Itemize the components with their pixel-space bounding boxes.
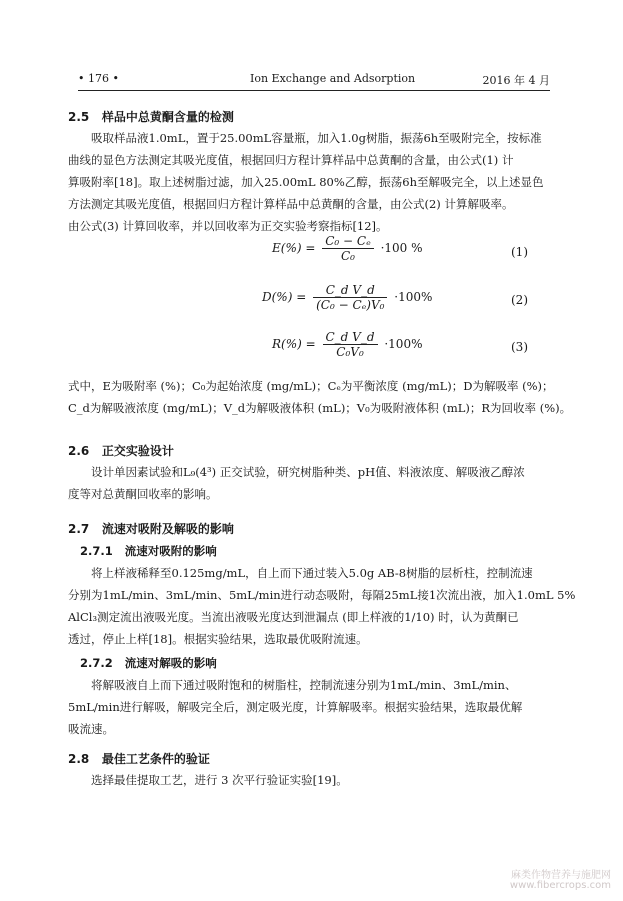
equation-number-1: (1) [511,245,528,259]
watermark-url: www.fibercrops.com [509,880,611,891]
subsection-heading-2-7-1: 2.7.1 流速对吸附的影响 [80,544,217,558]
paragraph-line: 分别为1mL/min、3mL/min、5mL/min进行动态吸附，每隔25mL接1次流出液，加入1.0mL 5% [68,588,576,602]
paragraph-line: 度等对总黄酮回收率的影响。 [68,487,218,501]
paragraph-line: 将上样液稀释至0.125mg/mL，自上而下通过装入5.0g AB-8树脂的层析柱，控制流速 [91,566,533,580]
section-heading-2-8: 2.8 最佳工艺条件的验证 [68,752,210,766]
section-heading-2-6: 2.6 正交实验设计 [68,444,174,458]
subsection-heading-2-7-2: 2.7.2 流速对解吸的影响 [80,656,217,670]
paragraph-line: 曲线的显色方法测定其吸光度值，根据回归方程计算样品中总黄酮的含量，由公式(1) 计 [68,153,514,167]
paragraph-line: 选择最佳提取工艺，进行 3 次平行验证实验[19]。 [91,773,348,787]
watermark-title: 麻类作物营养与施肥网 [511,870,611,881]
page-number: • 176 • [78,72,119,85]
equation-1: E(%) = $\frac{\text{C₀ − Cₑ}}{\text{C₀}}$ ·100 % [272,234,423,263]
paragraph-line: 5mL/min进行解吸，解吸完全后，测定吸光度，计算解吸率。根据实验结果，选取最优解 [68,700,523,714]
paragraph-line: 算吸附率[18]。取上述树脂过滤，加入25.00mL 80%乙醇，振荡6h至解吸完全，以上述显色 [68,175,544,189]
definitions-line: C_d为解吸液浓度 (mg/mL)；V_d为解吸液体积 (mL)；V₀为吸附液体积 (mL)；R为回收率 (%)。 [68,401,572,415]
definitions-line: 式中，E为吸附率 (%)；C₀为起始浓度 (mg/mL)；Cₑ为平衡浓度 (mg/mL)；D为解吸率 (%)； [68,379,554,393]
paragraph-line: 设计单因素试验和L₉(4³) 正交试验，研究树脂种类、pH值、料液浓度、解吸液乙醇浓 [91,465,525,479]
equation-3: R(%) = $\frac{\text{C\_d V\_d}}{\text{C₀V₀}}$ ·100% [272,330,423,359]
section-heading-2-7: 2.7 流速对吸附及解吸的影响 [68,522,234,536]
journal-name: Ion Exchange and Adsorption [250,72,416,85]
equation-number-3: (3) [511,340,528,354]
paragraph-line: 方法测定其吸光度值，根据回归方程计算样品中总黄酮的含量，由公式(2) 计算解吸率。 [68,197,514,211]
paragraph-line: 吸流速。 [68,722,114,736]
equation-2: D(%) = $\frac{\text{C\_d V\_d}}{\text{(C₀ − Cₑ)V₀}}$ ·100% [262,283,433,312]
paragraph-line: 吸取样品液1.0mL，置于25.00mL容量瓶，加入1.0g树脂，振荡6h至吸附完全，按标准 [91,131,542,145]
paragraph-line: AlCl₃测定流出液吸光度。当流出液吸光度达到泄漏点 (即上样液的1/10) 时，认为黄酮已 [68,610,519,624]
equation-number-2: (2) [511,293,528,307]
paragraph-line: 透过，停止上样[18]。根据实验结果，选取最优吸附流速。 [68,632,368,646]
header-rule [78,90,550,91]
paragraph-line: 由公式(3) 计算回收率，并以回收率为正交实验考察指标[12]。 [68,219,388,233]
running-header [78,70,550,90]
issue-date: 2016 年 4 月 [482,74,550,87]
section-heading-2-5: 2.5 样品中总黄酮含量的检测 [68,110,234,124]
paragraph-line: 将解吸液自上而下通过吸附饱和的树脂柱，控制流速分别为1mL/min、3mL/min、 [91,678,517,692]
